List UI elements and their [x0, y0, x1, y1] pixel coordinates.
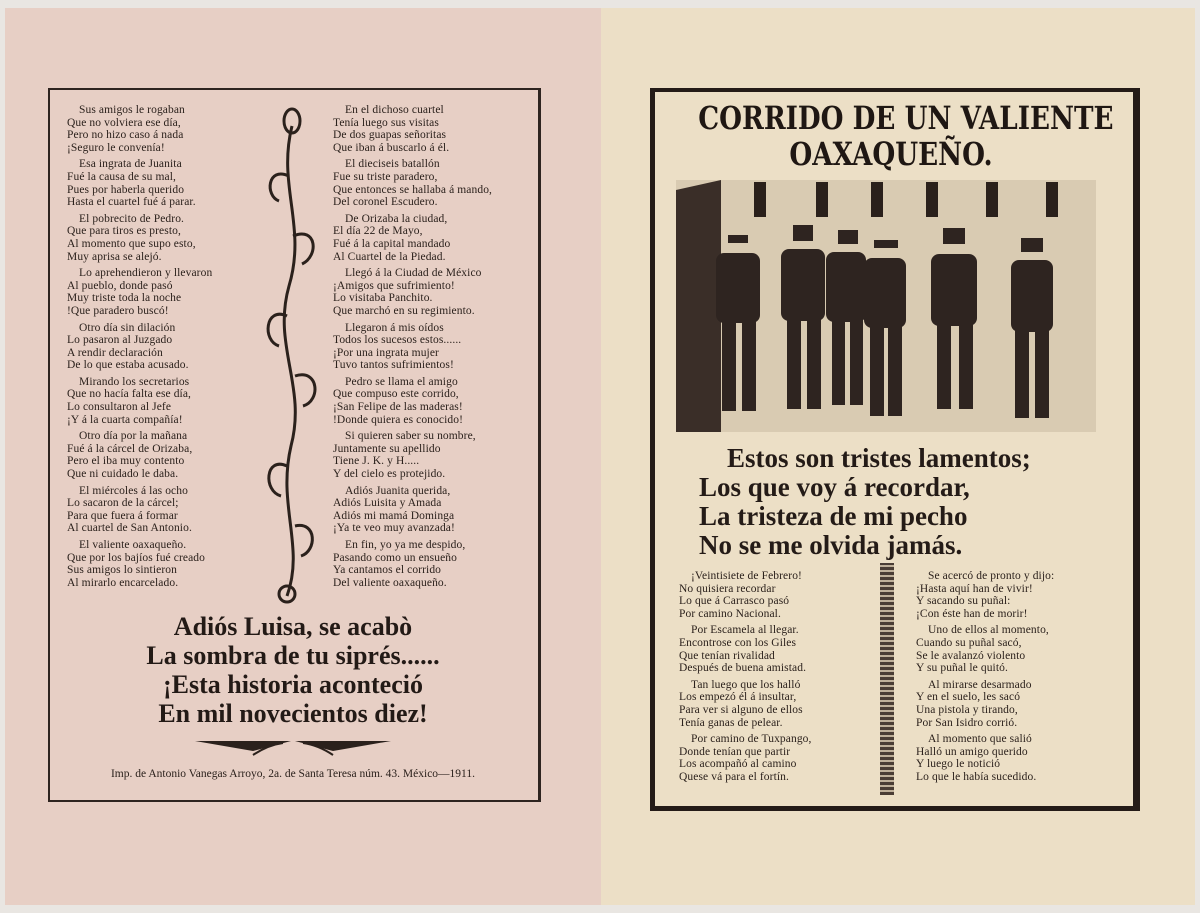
- verse-line: Después de buena amistad.: [679, 662, 807, 675]
- verse-line: De lo que estaba acusado.: [67, 359, 189, 372]
- verse-line: Llegaron á mis oídos: [345, 321, 444, 334]
- verse-line: Y luego le notició: [916, 758, 1001, 771]
- verse-line: Al Cuartel de la Piedad.: [333, 250, 446, 263]
- verse-line: Los empezó él á insultar,: [679, 691, 797, 704]
- verse-line: Llegó á la Ciudad de México: [345, 267, 482, 280]
- verse-line: ¡Hasta aquí han de vivir!: [916, 582, 1033, 595]
- stanza: [67, 322, 212, 372]
- verse-line: ¡Con éste han de morir!: [916, 607, 1028, 620]
- right-verse-column-1: [679, 570, 812, 788]
- verse-line: Y sacando su puñal:: [916, 595, 1011, 608]
- verse-line: Fué á la cárcel de Orizaba,: [67, 442, 193, 455]
- stanza: [67, 376, 212, 426]
- verse-line: Por camino Nacional.: [679, 607, 781, 620]
- verse-line: Juntamente su apellido: [333, 442, 441, 455]
- verse-line: Para ver si alguno de ellos: [679, 703, 803, 716]
- verse-line: De Orizaba la ciudad,: [345, 212, 448, 225]
- verse-line: Adiós Juanita querida,: [345, 484, 451, 497]
- verse-line: Lo aprehendieron y llevaron: [79, 267, 213, 280]
- verse-line: Al momento que supo esto,: [67, 237, 196, 250]
- verse-line: Una pistola y tirando,: [916, 703, 1018, 716]
- title-line: OAXAQUEÑO.: [789, 135, 993, 173]
- verse-line: Halló un amigo querido: [916, 745, 1028, 758]
- verse-line: Sus amigos lo sintieron: [67, 564, 177, 577]
- verse-line: Otro día sin dilación: [79, 321, 176, 334]
- verse-line: Por camino de Tuxpango,: [691, 733, 812, 746]
- closing-line: La sombra de tu siprés......: [146, 641, 440, 670]
- verse-line: Lo consultaron al Jefe: [67, 401, 172, 414]
- verse-line: En fin, yo ya me despido,: [345, 539, 466, 551]
- stanza: [333, 376, 492, 426]
- closing-verse: [48, 612, 538, 728]
- verse-line: La tristeza de mi pecho: [699, 501, 968, 531]
- verse-line: Que tenían rivalidad: [679, 649, 775, 662]
- stanza: [333, 485, 492, 535]
- verse-line: Lo que le había sucedido.: [916, 770, 1037, 783]
- verse-line: El día 22 de Mayo,: [333, 225, 423, 238]
- verse-line: Cuando su puñal sacó,: [916, 636, 1022, 649]
- verse-line: Otro día por la mañana: [79, 430, 188, 443]
- closing-line: ¡Esta historia aconteció: [163, 670, 423, 699]
- verse-line: Lo visitaba Panchito.: [333, 292, 433, 305]
- right-verse-column-2: [916, 570, 1054, 788]
- stanza: [67, 158, 212, 208]
- verse-line: Pasando como un ensueño: [333, 551, 457, 564]
- verse-line: !Que paradero buscó!: [67, 304, 169, 317]
- stanza: [333, 213, 492, 263]
- verse-line: !Donde quiera es conocido!: [333, 413, 464, 426]
- stanza: [333, 322, 492, 372]
- verse-line: Tenía ganas de pelear.: [679, 716, 783, 729]
- stanza: [67, 213, 212, 263]
- verse-line: Lo sacaron de la cárcel;: [67, 497, 179, 510]
- verse-line: Al pueblo, donde pasó: [67, 279, 173, 292]
- closing-line: En mil novecientos diez!: [158, 699, 428, 728]
- verse-line: Al mirarlo encarcelado.: [67, 576, 179, 589]
- verse-line: Tuvo tantos sufrimientos!: [333, 359, 454, 372]
- stanza: [916, 733, 1054, 783]
- verse-line: ¡Por una ingrata mujer: [333, 346, 439, 359]
- verse-line: Pero el iba muy contento: [67, 455, 185, 468]
- stanza: [333, 430, 492, 480]
- stanza: [679, 570, 812, 620]
- verse-line: Se acercó de pronto y dijo:: [928, 570, 1055, 582]
- verse-line: Pero no hizo caso á nada: [67, 129, 184, 142]
- verse-line: Uno de ellos al momento,: [928, 624, 1049, 637]
- stanza: [679, 679, 812, 729]
- verse-line: ¡Y á la cuarta compañía!: [67, 413, 183, 426]
- verse-line: Al momento que salió: [928, 733, 1032, 746]
- stanza: [67, 430, 212, 480]
- verse-line: Que iban á buscarlo á él.: [333, 141, 450, 154]
- stanza: [916, 679, 1054, 729]
- verse-line: En el dichoso cuartel: [345, 104, 444, 116]
- verse-line: Por San Isidro corrió.: [916, 716, 1018, 729]
- stanza: [679, 733, 812, 783]
- verse-line: Ya cantamos el corrido: [333, 564, 442, 577]
- column-divider-ornament: [880, 563, 894, 795]
- verse-line: Lo que á Carrasco pasó: [679, 595, 790, 608]
- verse-line: El valiente oaxaqueño.: [79, 539, 187, 551]
- stanza: [67, 539, 212, 589]
- stanza: [679, 624, 812, 674]
- verse-line: Que no volviera ese día,: [67, 116, 181, 129]
- verse-line: Los que voy á recordar,: [699, 472, 970, 502]
- verse-line: Que compuso este corrido,: [333, 388, 459, 401]
- verse-line: Fué la causa de su mal,: [67, 170, 176, 183]
- verse-line: Que marchó en su regimiento.: [333, 304, 475, 317]
- verse-line: ¡Seguro le convenía!: [67, 141, 165, 154]
- verse-line: Que por los bajíos fué creado: [67, 551, 205, 564]
- verse-line: Se le avalanzó violento: [916, 649, 1026, 662]
- left-verse-column-2: [333, 104, 492, 593]
- verse-line: Esa ingrata de Juanita: [79, 158, 182, 171]
- stanza: [333, 267, 492, 317]
- verse-line: Estos son tristes lamentos;: [727, 443, 1031, 473]
- verse-line: Mirando los secretarios: [79, 375, 190, 388]
- verse-line: Tenía luego sus visitas: [333, 116, 439, 129]
- verse-line: Encontrose con los Giles: [679, 636, 797, 649]
- verse-line: ¡Amigos que sufrimiento!: [333, 279, 455, 292]
- stanza: [67, 104, 212, 154]
- verse-line: Fué á la capital mandado: [333, 237, 451, 250]
- verse-line: ¡Ya te veo muy avanzada!: [333, 522, 455, 535]
- stanza: [333, 539, 492, 589]
- left-verse-column-1: [67, 104, 212, 593]
- verse-line: Si quieren saber su nombre,: [345, 430, 476, 443]
- left-broadside: [5, 8, 601, 905]
- woodcut-soldiers-illustration: [676, 180, 1096, 432]
- verse-line: ¡San Felipe de las maderas!: [333, 401, 463, 414]
- verse-line: Adiós mi mamá Dominga: [333, 509, 455, 522]
- right-broadside: [601, 8, 1195, 905]
- scroll-ornament: [193, 739, 393, 759]
- verse-line: Que no hacía falta ese día,: [67, 388, 192, 401]
- verse-line: Tiene J. K. y H.....: [333, 455, 420, 468]
- verse-line: Y del cielo es protejido.: [333, 468, 446, 481]
- verse-line: De dos guapas señoritas: [333, 129, 447, 142]
- verse-line: Quese vá para el fortín.: [679, 770, 790, 783]
- verse-line: Al mirarse desarmado: [928, 678, 1032, 691]
- verse-line: Para que fuera á formar: [67, 509, 178, 522]
- stanza: [333, 104, 492, 154]
- verse-line: Y en el suelo, les sacó: [916, 691, 1021, 704]
- stanza: [916, 570, 1054, 620]
- verse-line: El pobrecito de Pedro.: [79, 212, 185, 225]
- floral-vine-ornament: [257, 106, 327, 606]
- verse-line: Muy triste toda la noche: [67, 292, 182, 305]
- verse-line: Del valiente oaxaqueño.: [333, 576, 447, 589]
- verse-line: No se me olvida jamás.: [699, 530, 963, 560]
- stanza: [333, 158, 492, 208]
- verse-line: Pedro se llama el amigo: [345, 375, 458, 388]
- verse-line: Al cuartel de San Antonio.: [67, 522, 192, 535]
- verse-line: No quisiera recordar: [679, 582, 776, 595]
- verse-line: Que para tiros es presto,: [67, 225, 181, 238]
- title-line: CORRIDO DE UN VALIENTE: [698, 99, 1114, 137]
- verse-line: ¡Veintisiete de Febrero!: [691, 570, 802, 582]
- verse-line: Sus amigos le rogaban: [79, 104, 185, 116]
- featured-verse: [699, 444, 1031, 560]
- verse-line: Hasta el cuartel fué á parar.: [67, 196, 196, 209]
- verse-line: Por Escamela al llegar.: [691, 624, 799, 637]
- verse-line: Lo pasaron al Juzgado: [67, 334, 173, 347]
- verse-line: Adiós Luisita y Amada: [333, 497, 442, 510]
- closing-line: Adiós Luisa, se acabò: [173, 612, 413, 641]
- verse-line: Muy aprisa se alejó.: [67, 250, 162, 263]
- verse-line: Tan luego que los halló: [691, 678, 801, 691]
- verse-line: Fue su triste paradero,: [333, 170, 438, 183]
- verse-line: Que entonces se hallaba á mando,: [333, 183, 493, 196]
- stanza: [67, 485, 212, 535]
- verse-line: Del coronel Escudero.: [333, 196, 438, 209]
- stanza: [916, 624, 1054, 674]
- verse-line: Que ni cuidado le daba.: [67, 468, 179, 481]
- verse-line: Los acompañó al camino: [679, 758, 797, 771]
- verse-line: El miércoles á las ocho: [79, 484, 188, 497]
- verse-line: El dieciseis batallón: [345, 158, 440, 171]
- broadside-title: [656, 100, 1126, 172]
- verse-line: Todos los sucesos estos......: [333, 334, 462, 347]
- verse-line: Pues por haberla querido: [67, 183, 185, 196]
- printer-imprint: Imp. de Antonio Vanegas Arroyo, 2a. de Santa Teresa núm. 43. México—1911.: [110, 768, 476, 780]
- stanza: [67, 267, 212, 317]
- verse-line: Donde tenían que partir: [679, 745, 791, 758]
- verse-line: Y su puñal le quitó.: [916, 662, 1008, 675]
- verse-line: A rendir declaración: [67, 346, 163, 359]
